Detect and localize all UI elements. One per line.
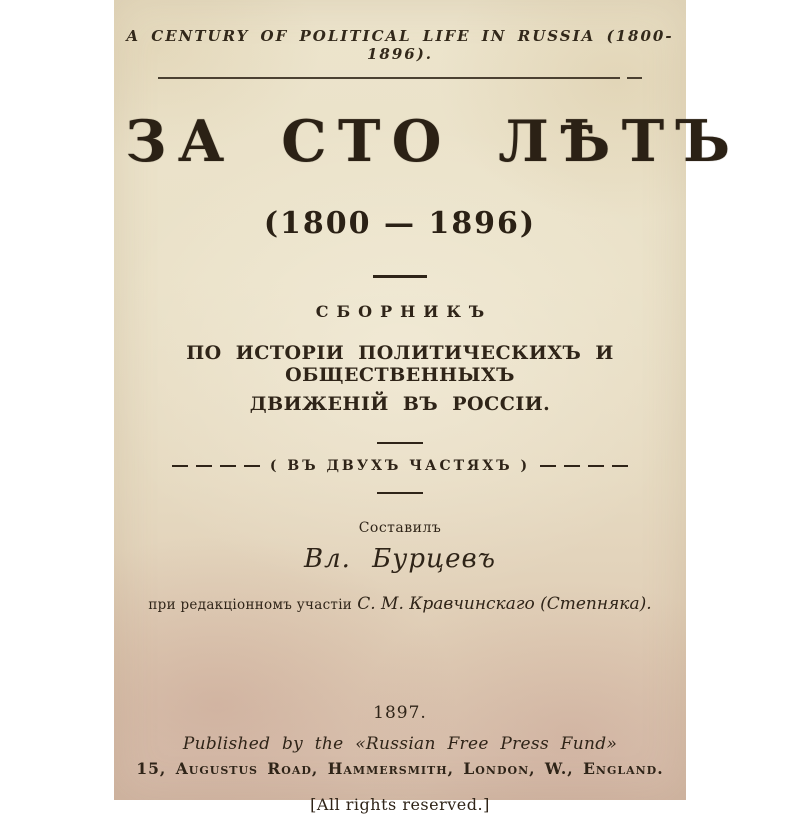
compiler-label: Составилъ <box>358 519 442 536</box>
english-header-title: A CENTURY OF POLITICAL LIFE IN RUSSIA (1800-1896). <box>126 27 674 63</box>
dash-ornament <box>172 465 262 467</box>
parts-note-text: ( ВЪ ДВУХЪ ЧАСТЯХЪ ) <box>269 457 531 474</box>
subtitle-line: ПО ИСТОРІИ ПОЛИТИЧЕСКИХЪ И ОБЩЕСТВЕННЫХЪ <box>186 341 614 386</box>
parts-note <box>114 458 686 474</box>
header-rule-line <box>158 77 620 79</box>
subtitle-collection: СБОРНИКЪ <box>315 301 493 321</box>
editor-note <box>114 594 686 615</box>
editor-note-prefix: при редакціонномъ участіи <box>148 596 353 613</box>
book-title-page <box>114 0 742 814</box>
divider-rule <box>377 442 423 444</box>
dash-ornament <box>538 465 628 467</box>
main-title: ЗА СТО ЛѢТЪ <box>125 108 742 175</box>
title-years: (1800 — 1896) <box>263 205 537 241</box>
header-rule <box>114 77 686 79</box>
header-rule-dash <box>627 77 642 79</box>
imprint-publisher: Published by the «Russian Free Press Fund» <box>182 733 618 754</box>
compiler-name: Вл. Бурцевъ <box>303 543 496 574</box>
subtitle-line: ДВИЖЕНІЙ ВЪ РОССІИ. <box>249 392 551 415</box>
divider-rule <box>377 492 423 494</box>
imprint-rights: [All rights reserved.] <box>310 794 490 814</box>
editor-note-name: С. М. Кравчинскаго (Степняка). <box>357 593 652 614</box>
divider-rule <box>373 275 427 278</box>
imprint-year: 1897. <box>373 702 427 723</box>
imprint-address: 15, Augustus Road, Hammersmith, London, W., England. <box>136 758 664 778</box>
